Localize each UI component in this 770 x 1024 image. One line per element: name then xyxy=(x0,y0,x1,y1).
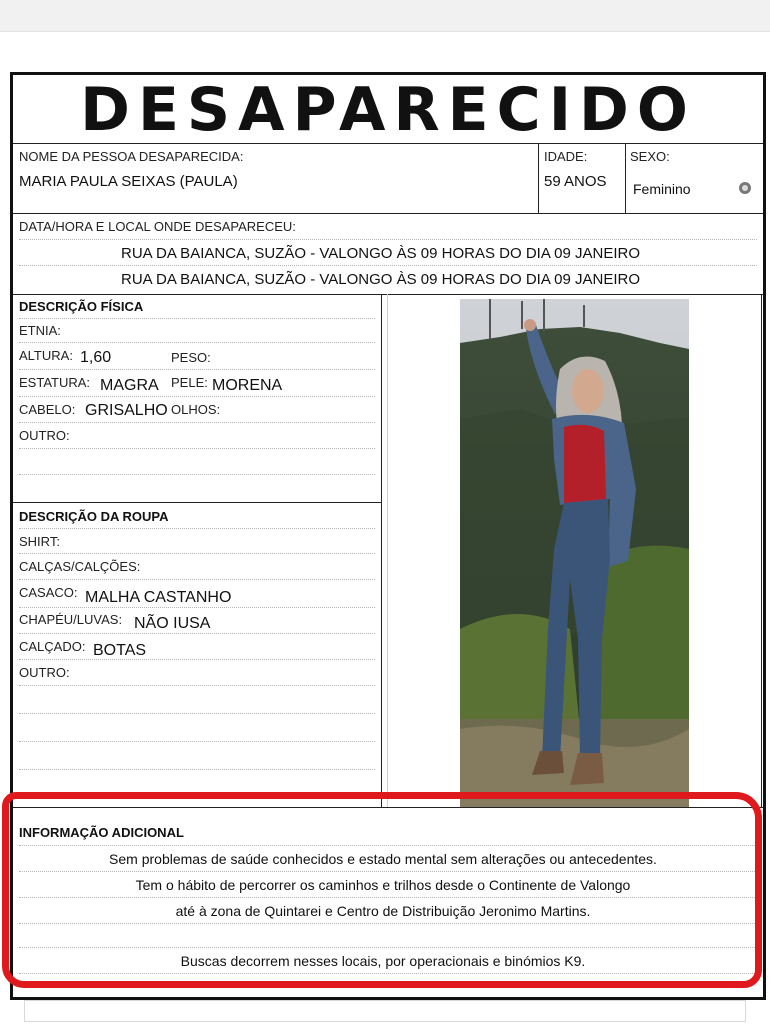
casaco-value: MALHA CASTANHO xyxy=(85,589,232,606)
disappearance-line-1: RUA DA BAIANCA, SUZÃO - VALONGO ÀS 09 HORAS DO DIA 09 JANEIRO xyxy=(121,245,641,262)
divider xyxy=(625,143,626,213)
cabelo-label: CABELO: xyxy=(19,402,76,417)
calcado-label: CALÇADO: xyxy=(19,639,86,654)
calcado-value: BOTAS xyxy=(93,642,147,659)
pele-value: MORENA xyxy=(212,377,283,394)
clothing-outro-label: OUTRO: xyxy=(19,665,70,680)
peso-label: PESO: xyxy=(171,350,211,365)
additional-line-4: Buscas decorrem nesses locais, por operacionais e binómios K9. xyxy=(180,953,586,969)
pele-label: PELE: xyxy=(171,375,208,390)
dotted-rule xyxy=(19,713,375,714)
disappearance-label: DATA/HORA E LOCAL ONDE DESAPARECEU: xyxy=(19,219,296,234)
top-band xyxy=(0,0,770,32)
sex-select-value[interactable]: Feminino xyxy=(633,181,691,197)
form-title: DESAPARECIDO xyxy=(80,75,696,145)
divider xyxy=(13,143,763,144)
additional-line-1: Sem problemas de saúde conhecidos e estado mental sem alterações ou antecedentes. xyxy=(109,851,657,867)
name-label: NOME DA PESSOA DESAPARECIDA: xyxy=(19,149,244,164)
dotted-rule xyxy=(19,474,375,475)
dotted-rule xyxy=(19,239,757,240)
divider xyxy=(13,213,763,214)
physical-heading: DESCRIÇÃO FÍSICA xyxy=(19,299,144,314)
dotted-rule xyxy=(19,265,757,266)
age-label: IDADE: xyxy=(544,149,588,164)
dotted-rule xyxy=(19,396,375,397)
dotted-rule xyxy=(19,318,375,319)
estatura-value: MAGRA xyxy=(100,377,159,394)
chapeu-value: NÃO IUSA xyxy=(134,615,211,632)
clothing-heading: DESCRIÇÃO DA ROUPA xyxy=(19,509,169,524)
dropdown-icon[interactable] xyxy=(739,182,751,194)
divider xyxy=(13,294,763,295)
altura-value: 1,60 xyxy=(80,349,112,366)
dotted-rule xyxy=(19,553,375,554)
dotted-rule xyxy=(19,369,375,370)
cabelo-field xyxy=(85,402,171,422)
person-age: 59 ANOS xyxy=(544,173,607,190)
divider xyxy=(387,294,388,807)
dotted-rule xyxy=(19,528,375,529)
person-name: MARIA PAULA SEIXAS (PAULA) xyxy=(19,173,238,190)
dotted-rule xyxy=(19,422,375,423)
cabelo-value: GRISALHO xyxy=(85,402,168,419)
photo-illustration xyxy=(460,299,689,807)
additional-line-3: até à zona de Quintarei e Centro de Distribuição Jeronimo Martins. xyxy=(175,903,591,919)
dotted-rule xyxy=(19,607,375,608)
missing-person-photo xyxy=(460,299,689,807)
dropdown-icon-dot xyxy=(742,185,748,191)
disappearance-line-2: RUA DA BAIANCA, SUZÃO - VALONGO ÀS 09 HORAS DO DIA 09 JANEIRO xyxy=(121,271,641,288)
divider xyxy=(761,294,762,807)
additional-heading: INFORMAÇÃO ADICIONAL xyxy=(19,825,184,840)
dotted-rule xyxy=(19,659,375,660)
dotted-rule xyxy=(19,342,375,343)
red-highlight-outline xyxy=(2,792,762,988)
physical-outro-label: OUTRO: xyxy=(19,428,70,443)
olhos-label: OLHOS: xyxy=(171,402,221,417)
calcas-label: CALÇAS/CALÇÕES: xyxy=(19,559,141,574)
divider xyxy=(13,502,382,503)
chapeu-label: CHAPÉU/LUVAS: xyxy=(19,612,123,627)
dotted-rule xyxy=(19,579,375,580)
altura-label: ALTURA: xyxy=(19,348,73,363)
estatura-label: ESTATURA: xyxy=(19,375,91,390)
shirt-label: SHIRT: xyxy=(19,534,60,549)
dotted-rule xyxy=(19,685,375,686)
bottom-bar xyxy=(24,1000,746,1022)
divider xyxy=(538,143,539,213)
dotted-rule xyxy=(19,769,375,770)
additional-line-2: Tem o hábito de percorrer os caminhos e trilhos desde o Continente de Valongo xyxy=(135,877,631,893)
sex-label: SEXO: xyxy=(630,149,670,164)
dotted-rule xyxy=(19,448,375,449)
divider xyxy=(381,294,382,807)
dotted-rule xyxy=(19,741,375,742)
casaco-label: CASACO: xyxy=(19,585,78,600)
dotted-rule xyxy=(19,633,375,634)
etnia-label: ETNIA: xyxy=(19,323,61,338)
